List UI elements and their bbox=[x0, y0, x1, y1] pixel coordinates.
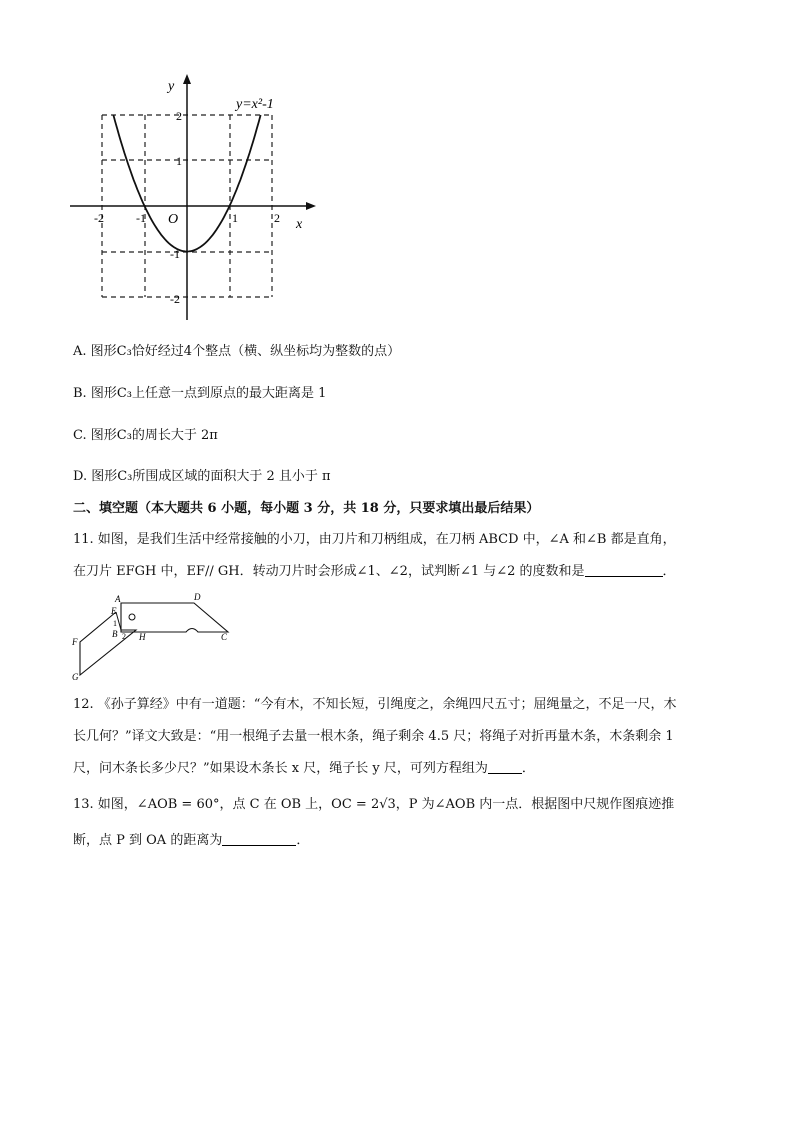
section-heading: 二、填空题（本大题共 6 小题，每小题 3 分，共 18 分，只要求填出最后结果） bbox=[73, 501, 540, 516]
knife-figure bbox=[66, 590, 246, 682]
axis-label-x: x bbox=[296, 217, 303, 232]
tick-y-1: 1 bbox=[176, 154, 182, 168]
tick-y--2: -2 bbox=[170, 292, 180, 306]
q11-line1: 11. 如图，是我们生活中经常接触的小刀，由刀片和刀柄组成，在刀柄 ABCD 中，∠A 和∠B 都是直角， bbox=[73, 532, 676, 547]
origin-label: O bbox=[168, 212, 179, 227]
q13-line2 bbox=[73, 831, 309, 850]
knife-blade bbox=[80, 612, 136, 675]
y-axis-arrow bbox=[183, 74, 191, 84]
q11-answer-blank[interactable] bbox=[585, 562, 663, 577]
label-A: A bbox=[115, 594, 121, 604]
q13-line2-text: 断，点 P 到 OA 的距离为 bbox=[73, 833, 223, 848]
tick-y--1: -1 bbox=[170, 247, 180, 261]
q12-line1: 12. 《孙子算经》中有一道题：“今有木，不知长短，引绳度之，余绳四尺五寸；屈绳量之，不足一尺，木 bbox=[73, 697, 677, 712]
curve-label: y=x²-1 bbox=[236, 97, 274, 112]
tick-x-1: 1 bbox=[232, 211, 238, 225]
q12-line3-text: 尺，问木条长多少尺？”如果设木条长 x 尺，绳子长 y 尺，可列方程组为 bbox=[73, 761, 488, 776]
q12-answer-blank[interactable] bbox=[488, 759, 522, 774]
q12-line2: 长几何？”译文大致是：“用一根绳子去量一根木条，绳子剩余 4.5 尺；将绳子对折再量木条，木条剩余 1 bbox=[73, 729, 674, 744]
tick-x-2: 2 bbox=[274, 211, 280, 225]
label-E: E bbox=[111, 606, 117, 616]
q11-line2 bbox=[73, 562, 676, 581]
label-2: 2 bbox=[122, 632, 126, 641]
q13-answer-blank[interactable] bbox=[222, 831, 296, 846]
q11-line2-text: 在刀片 EFGH 中，EF// GH．转动刀片时会形成∠1、∠2，试判断∠1 与∠2 的度数和是 bbox=[73, 564, 585, 579]
option-b: B. 图形C₃上任意一点到原点的最大距离是 1 bbox=[73, 386, 327, 401]
x-axis-arrow bbox=[306, 202, 316, 210]
label-F: F bbox=[72, 637, 78, 647]
label-G: G bbox=[72, 672, 79, 682]
tick-x--1: -1 bbox=[136, 211, 146, 225]
knife-handle bbox=[121, 603, 228, 632]
tick-x--2: -2 bbox=[94, 211, 104, 225]
label-C: C bbox=[221, 632, 228, 642]
option-c: C. 图形C₃的周长大于 2π bbox=[73, 428, 218, 443]
q13-line2-end: ． bbox=[296, 833, 310, 848]
parabola-graph bbox=[60, 70, 330, 330]
q12-line3-end: ． bbox=[521, 761, 535, 776]
option-d: D. 图形C₃所围成区域的面积大于 2 且小于 π bbox=[73, 469, 331, 484]
label-H: H bbox=[139, 632, 146, 642]
option-a: A. 图形C₃恰好经过4个整点（横、纵坐标均为整数的点） bbox=[73, 344, 401, 359]
handle-hole bbox=[129, 614, 135, 620]
label-B: B bbox=[112, 629, 118, 639]
q13-line1: 13. 如图，∠AOB = 60°，点 C 在 OB 上，OC = 2√3，P 为∠AOB 内一点．根据图中尺规作图痕迹推 bbox=[73, 797, 675, 812]
axis-label-y: y bbox=[168, 79, 175, 94]
label-D: D bbox=[194, 592, 201, 602]
q12-line3 bbox=[73, 759, 535, 778]
q11-line2-end: ． bbox=[662, 564, 676, 579]
label-1: 1 bbox=[113, 619, 117, 628]
tick-y-2: 2 bbox=[176, 109, 182, 123]
